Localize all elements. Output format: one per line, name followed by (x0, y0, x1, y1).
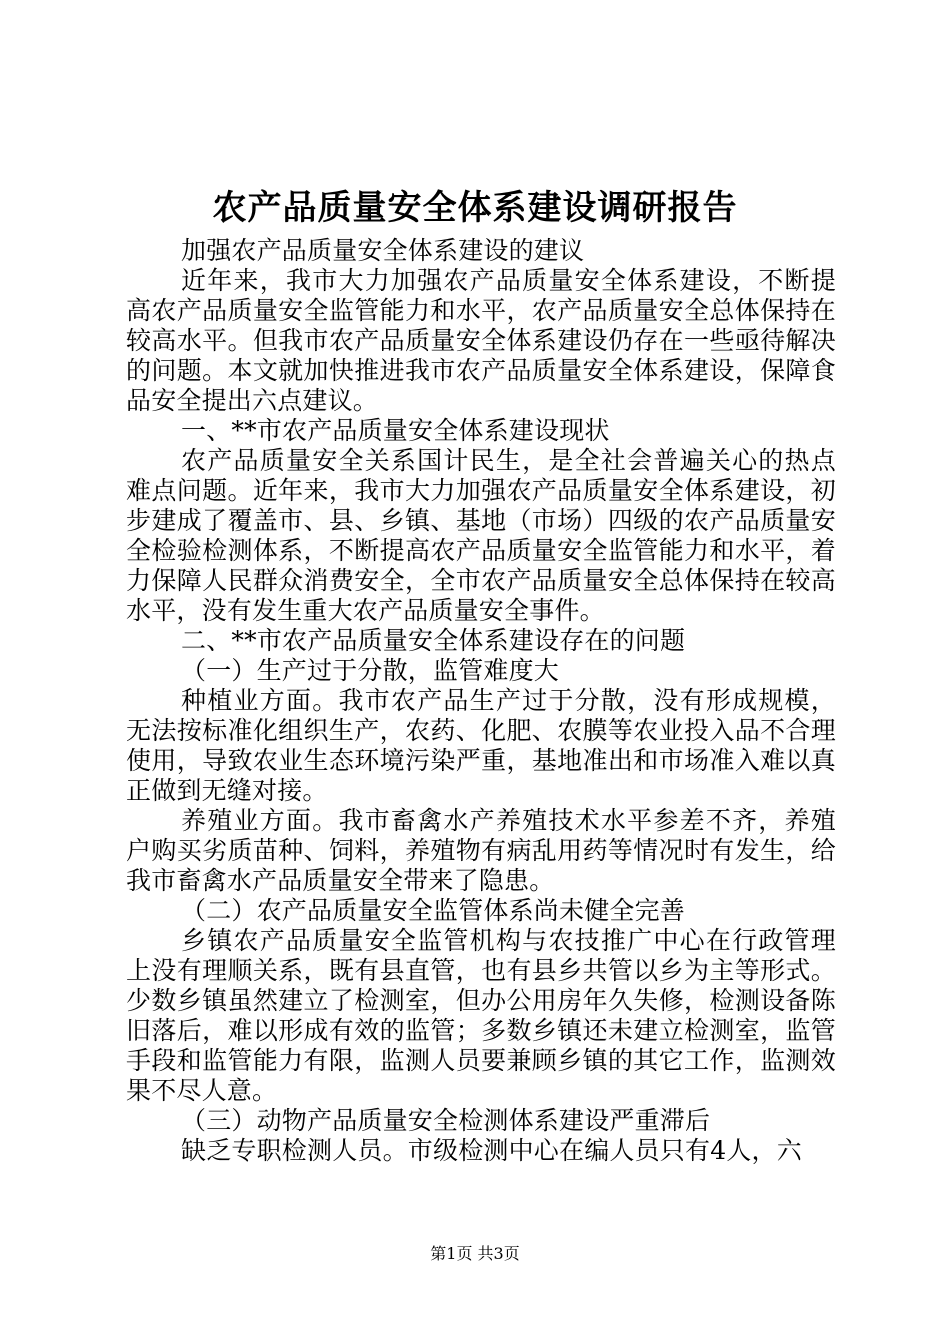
section-heading-status: 一、**市农产品质量安全体系建设现状 (181, 416, 610, 445)
paragraph-breeding: 养殖业方面。我市畜禽水产养殖技术水平参差不齐，养殖户购买劣质苗种、饲料，养殖物有病乱用药等情况时有发生，给我市畜禽水产品质量安全带来了隐患。 (126, 806, 836, 895)
section-heading-suggestion: 加强农产品质量安全体系建设的建议 (181, 236, 585, 265)
subsection-heading-testing-system: （三）动物产品质量安全检测体系建设严重滞后 (181, 1106, 711, 1135)
paragraph-planting: 种植业方面。我市农产品生产过于分散，没有形成规模，无法按标准化组织生产，农药、化肥、农膜等农业投入品不合理使用，导致农业生态环境污染严重，基地准出和市场准入难以真正做到无缝对接。 (126, 686, 836, 805)
subsection-heading-supervision-system: （二）农产品质量安全监管体系尚未健全完善 (181, 896, 686, 925)
paragraph-status: 农产品质量安全关系国计民生，是全社会普遍关心的热点难点问题。近年来，我市大力加强农产品质量安全体系建设，初步建成了覆盖市、县、乡镇、基地（市场）四级的农产品质量安全检验检测体系，不断提高农产品质量安全监管能力和水平，着力保障人民群众消费安全，全市农产品质量安全总体保持在较高水平，没有发生重大农产品质量安全事件。 (126, 446, 836, 625)
paragraph-testing-staff: 缺乏专职检测人员。市级检测中心在编人员只有4人，六 (181, 1136, 802, 1165)
subsection-heading-scattered-production: （一）生产过于分散，监管难度大 (181, 656, 560, 685)
section-heading-problems: 二、**市农产品质量安全体系建设存在的问题 (181, 626, 686, 655)
document-body (126, 236, 836, 1166)
page-footer: 第1页 共3页 (430, 1244, 520, 1263)
paragraph-intro: 近年来，我市大力加强农产品质量安全体系建设，不断提高农产品质量安全监管能力和水平，农产品质量安全总体保持在较高水平。但我市农产品质量安全体系建设仍存在一些亟待解决的问题。本文就加快推进我市农产品质量安全体系建设，保障食品安全提出六点建议。 (126, 266, 836, 415)
paragraph-township-supervision: 乡镇农产品质量安全监管机构与农技推广中心在行政管理上没有理顺关系，既有县直管，也有县乡共管以乡为主等形式。少数乡镇虽然建立了检测室，但办公用房年久失修，检测设备陈旧落后，难以形成有效的监管；多数乡镇还未建立检测室，监管手段和监管能力有限，监测人员要兼顾乡镇的其它工作，监测效果不尽人意。 (126, 926, 836, 1105)
document-title: 农产品质量安全体系建设调研报告 (212, 188, 738, 228)
